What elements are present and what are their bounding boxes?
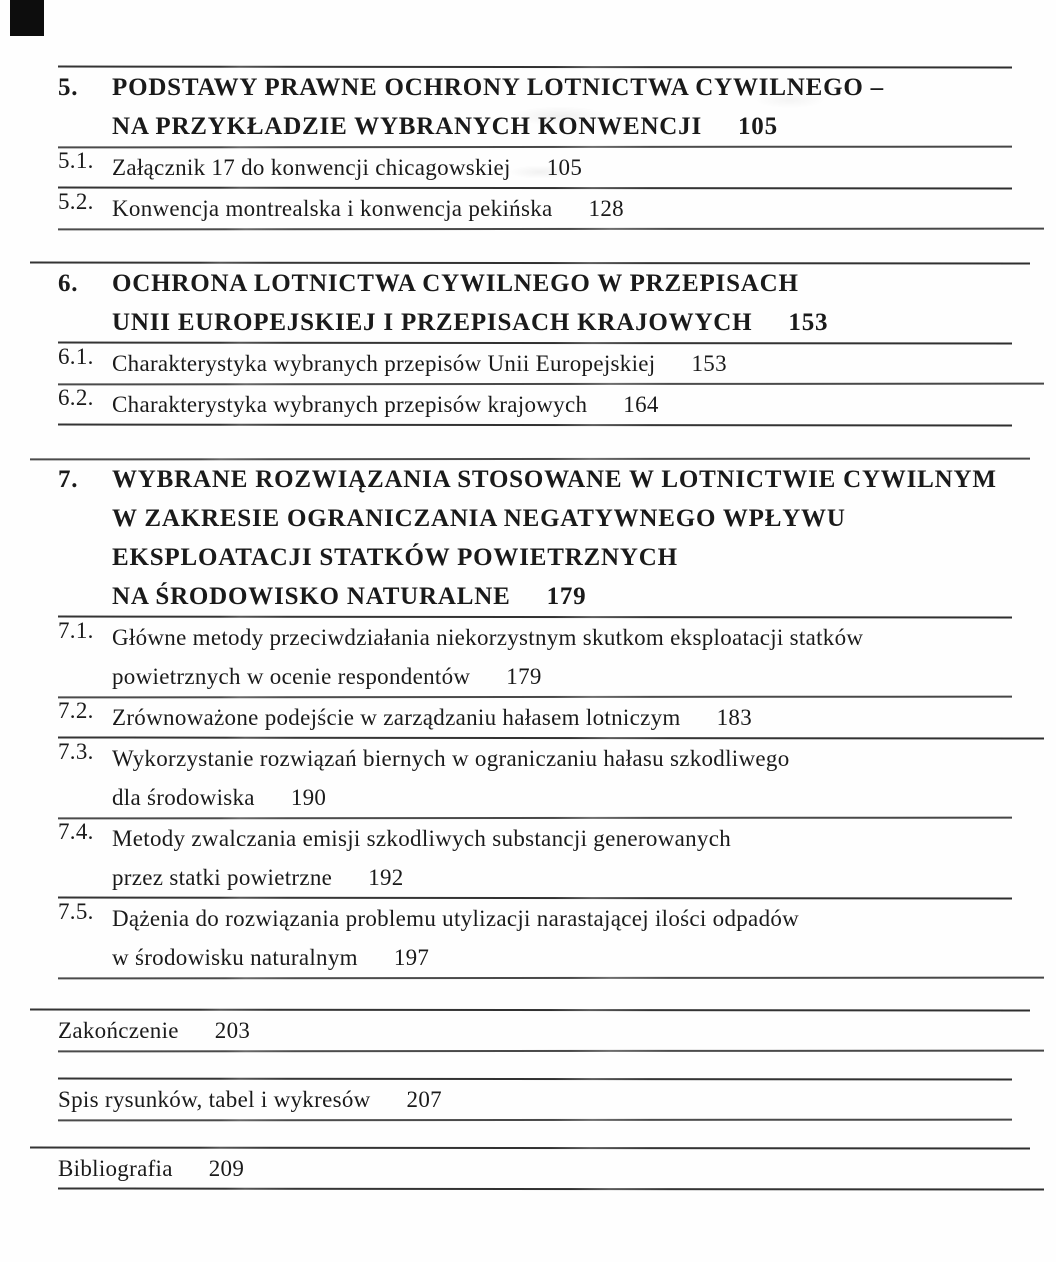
entry-page-number: 190 [290,785,327,810]
section-gap [58,230,1014,262]
section-title-line: NA PRZYKŁADZIE WYBRANYCH KONWENCJI 105 [112,113,778,140]
toc-content [58,0,1014,1190]
entry-number: 7.1. [58,618,94,643]
entry-number: 7.2. [58,698,94,723]
entry-label: Spis rysunków, tabel i wykresów [58,1087,371,1112]
entry-number: 5.2. [58,189,94,214]
section-page-number: 153 [788,309,829,336]
toc-entry-5-2 [58,189,1014,228]
entry-number: 5.1. [58,148,94,173]
section-title-line: PODSTAWY PRAWNE OCHRONY LOTNICTWA CYWILNEGO – [112,74,884,101]
entry-label: Bibliografia [58,1156,173,1181]
section-number: 6. [58,270,79,297]
entry-label: Zakończenie [58,1018,179,1043]
toc-entry-7-5 [58,899,1014,977]
section-number: 7. [58,466,79,493]
entry-page-number: 192 [368,865,404,890]
entry-title-line: Załącznik 17 do konwencji chicagowskiej 105 [112,155,583,180]
entry-title-line: Dążenia do rozwiązania problemu utylizacji narastającej ilości odpadów [112,906,800,931]
section-page-number: 105 [738,113,778,140]
toc-entry-spis-rysunkow [58,1080,1014,1119]
entry-number: 6.1. [58,344,94,369]
entry-page-number: 153 [691,351,727,376]
entry-title-line: powietrznych w ocenie respondentów 179 [112,664,542,689]
section-gap [58,1121,1014,1147]
entry-title-line: przez statki powietrzne 192 [112,865,404,890]
entry-title-line: Charakterystyka wybranych przepisów Unii Europejskiej 153 [112,351,727,376]
toc-section-7-heading [58,460,1014,616]
entry-title-line: Konwencja montrealska i konwencja pekińska 128 [112,196,624,221]
ruled-line [58,1187,1044,1190]
scan-artifact-mark [10,0,44,36]
entry-title-line: w środowisku naturalnym 197 [112,945,430,970]
section-title-line: NA ŚRODOWISKO NATURALNE 179 [112,583,587,610]
entry-title-line: Wykorzystanie rozwiązań biernych w ograniczaniu hałasu szkodliwego [112,746,790,771]
section-title-line: UNII EUROPEJSKIEJ I PRZEPISACH KRAJOWYCH 153 [112,309,829,336]
entry-page-number: 164 [623,392,659,417]
section-gap [58,1052,1014,1078]
entry-page-number: 197 [393,945,430,970]
toc-entry-7-2 [58,698,1014,737]
entry-page-number: 105 [546,155,583,180]
toc-entry-7-3 [58,739,1014,817]
toc-section-6-heading [58,264,1014,342]
entry-title-line: Zrównoważone podejście w zarządzaniu hałasem lotniczym 183 [112,705,753,730]
entry-number: 7.4. [58,819,94,844]
toc-entry-7-1 [58,618,1014,696]
section-gap [58,426,1014,458]
section-title-line: W ZAKRESIE OGRANICZANIA NEGATYWNEGO WPŁYWU [112,505,846,532]
entry-title-line: dla środowiska 190 [112,785,327,810]
section-page-number: 179 [546,583,587,610]
entry-title-line: Charakterystyka wybranych przepisów krajowych 164 [112,392,659,417]
entry-page-number: 128 [588,196,624,221]
section-title-line: WYBRANE ROZWIĄZANIA STOSOWANE W LOTNICTWIE CYWILNYM [112,466,997,493]
entry-title-line: Metody zwalczania emisji szkodliwych substancji generowanych [112,826,732,851]
section-title-line: EKSPLOATACJI STATKÓW POWIETRZNYCH [112,544,678,571]
section-title-line: OCHRONA LOTNICTWA CYWILNEGO W PRZEPISACH [112,270,799,297]
entry-page-number: 209 [208,1156,245,1181]
toc-section-5-heading [58,68,1014,146]
entry-number: 7.5. [58,899,94,924]
toc-entry-5-1 [58,148,1014,187]
entry-title-line: Główne metody przeciwdziałania niekorzystnym skutkom eksploatacji statków [112,625,864,650]
section-number: 5. [58,74,79,101]
toc-entry-6-1 [58,344,1014,383]
toc-entry-6-2 [58,385,1014,424]
entry-page-number: 203 [214,1018,251,1043]
entry-page-number: 183 [716,705,753,730]
section-gap [58,979,1014,1009]
toc-entry-zakonczenie [58,1011,1014,1050]
toc-entry-bibliografia [58,1149,1014,1188]
toc-entry-7-4 [58,819,1014,897]
entry-page-number: 179 [506,664,542,689]
entry-number: 6.2. [58,385,94,410]
entry-number: 7.3. [58,739,94,764]
entry-page-number: 207 [406,1087,442,1112]
